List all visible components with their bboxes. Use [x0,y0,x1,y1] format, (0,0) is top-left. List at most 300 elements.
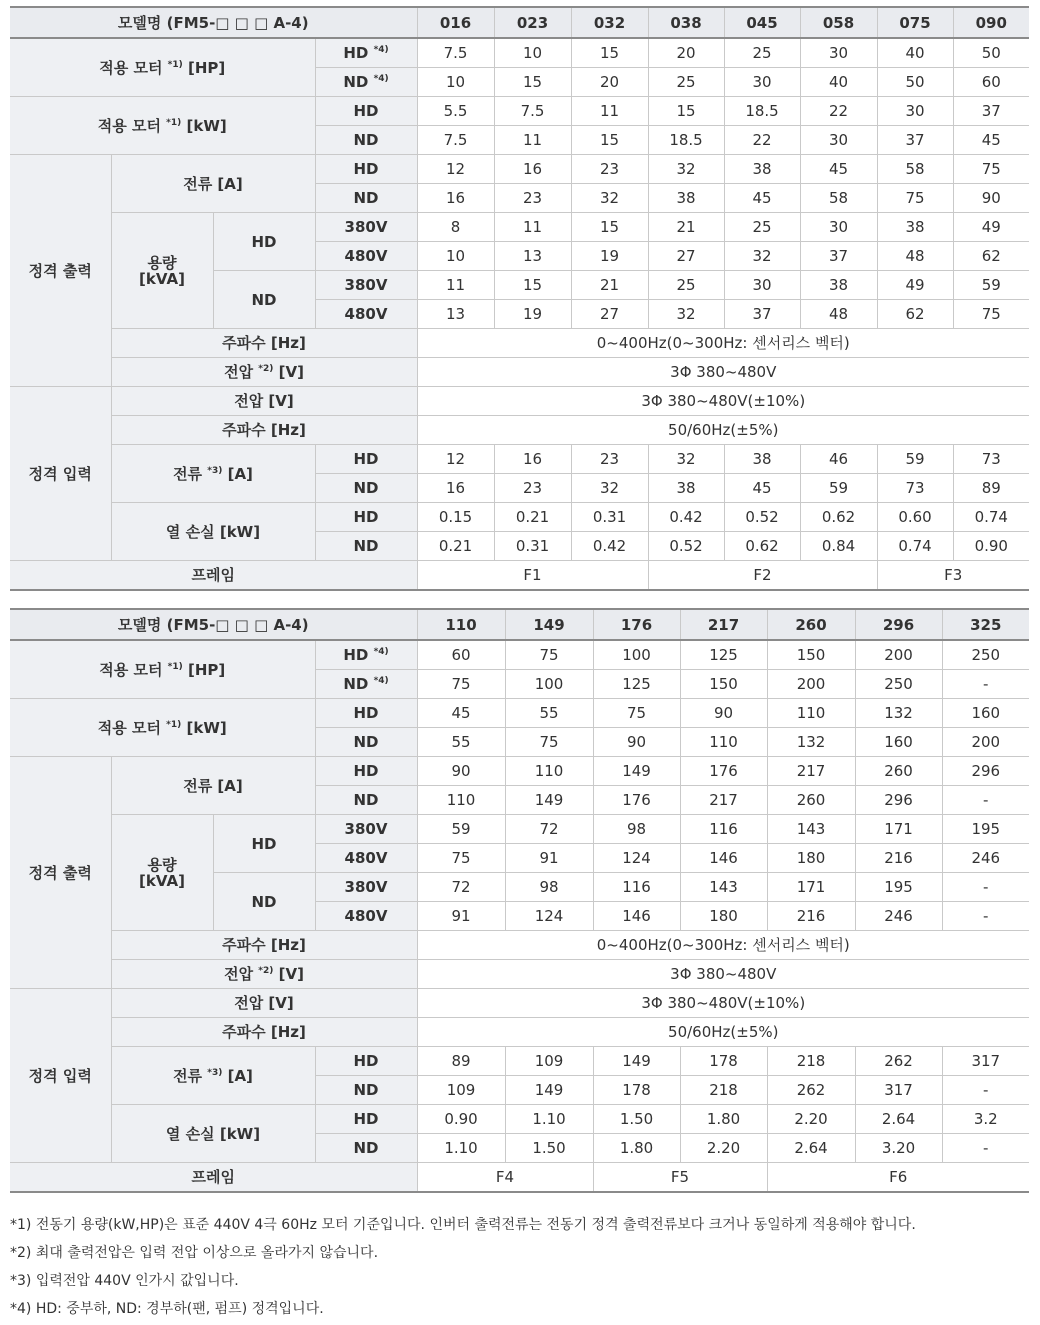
model-col: 023 [494,7,571,38]
heat-loss-label: 열 손실 [kW] [111,1105,315,1163]
cell: 72 [505,815,593,844]
cell: 125 [593,670,680,699]
nd-label: ND [315,184,417,213]
nd-label: ND [315,474,417,503]
cell: 171 [767,873,855,902]
hd-label: HD [315,503,417,532]
cell: 10 [417,242,494,271]
cell: 109 [505,1047,593,1076]
cell: 146 [593,902,680,931]
model-col: 090 [953,7,1029,38]
table-row [10,416,1029,445]
nd-label: ND $^{*4)}$ [315,670,417,699]
cell: 149 [593,1047,680,1076]
model-col: 176 [593,609,680,640]
cell: 180 [767,844,855,873]
cell: 25 [724,213,800,242]
cell: 75 [505,640,593,670]
cell: 317 [855,1076,942,1105]
cell: 37 [953,97,1029,126]
cell: 15 [571,38,648,68]
cell: 200 [855,640,942,670]
cell: 45 [417,699,505,728]
out-frequency-value: 0~400Hz(0~300Hz: 센서리스 벡터) [417,931,1029,960]
cell: 89 [953,474,1029,503]
nd-label: ND [213,271,315,329]
cell: 10 [417,68,494,97]
cell: 296 [942,757,1029,786]
hd-label: HD [213,213,315,271]
cell: 0.42 [571,532,648,561]
cell: 0.74 [953,503,1029,532]
cell: 49 [877,271,953,300]
in-frequency-value: 50/60Hz(±5%) [417,1018,1029,1047]
cell: 178 [593,1076,680,1105]
cell: 98 [593,815,680,844]
cell: 59 [877,445,953,474]
hd-label: HD [315,1105,417,1134]
table-row [10,1018,1029,1047]
motor-hp-label: 적용 모터 $^{*1)}$ [HP] [10,640,315,699]
table-row [10,561,1029,591]
cell: 143 [767,815,855,844]
model-name-header: 모델명 (FM5-□ □ □ A-4) [10,609,417,640]
v480-label: 480V [315,242,417,271]
cell: 0.62 [800,503,877,532]
cell: 15 [571,126,648,155]
table-row [10,960,1029,989]
cell: 1.50 [505,1134,593,1163]
table-row [10,329,1029,358]
nd-label: ND [315,1134,417,1163]
cell: 16 [417,474,494,503]
cell: 49 [953,213,1029,242]
cell: 40 [800,68,877,97]
table-row [10,97,1029,126]
table-row [10,1105,1029,1134]
v480-label: 480V [315,300,417,329]
cell: 262 [855,1047,942,1076]
cell: - [942,670,1029,699]
frequency-label: 주파수 [Hz] [111,931,417,960]
cell: 100 [505,670,593,699]
cell: 75 [877,184,953,213]
cell: 218 [767,1047,855,1076]
cell: 0.52 [724,503,800,532]
cell: 0.84 [800,532,877,561]
model-col: 058 [800,7,877,38]
cell: 260 [767,786,855,815]
in-frequency-label: 주파수 [Hz] [111,1018,417,1047]
in-current-label: 전류 $^{*3)}$ [A] [111,1047,315,1105]
cell: 90 [593,728,680,757]
cell: 218 [680,1076,767,1105]
cell: 32 [571,184,648,213]
capacity-label: 용량 [kVA] [111,815,213,931]
cell: 75 [417,670,505,699]
v480-label: 480V [315,844,417,873]
cell: 38 [877,213,953,242]
cell: 11 [417,271,494,300]
cell: 37 [724,300,800,329]
motor-kw-label: 적용 모터 $^{*1)}$ [kW] [10,97,315,155]
cell: 0.31 [494,532,571,561]
table-row [10,757,1029,786]
rated-input-label: 정격 입력 [10,989,111,1163]
cell: 90 [680,699,767,728]
cell: 62 [953,242,1029,271]
cell: 37 [877,126,953,155]
cell: 116 [680,815,767,844]
cell: 30 [724,68,800,97]
nd-label: ND [315,1076,417,1105]
nd-label: ND $^{*4)}$ [315,68,417,97]
footnote: *2) 최대 출력전압은 입력 전압 이상으로 올라가지 않습니다. [10,1245,379,1261]
out-voltage-value: 3Φ 380~480V [417,960,1029,989]
cell: - [942,902,1029,931]
cell: 7.5 [417,38,494,68]
cell: 59 [953,271,1029,300]
cell: 149 [593,757,680,786]
hd-label: HD [315,445,417,474]
cell: 0.90 [417,1105,505,1134]
model-col: 260 [767,609,855,640]
cell: 250 [942,640,1029,670]
voltage-label: 전압 $^{*2)}$ [V] [111,358,417,387]
cell: 22 [800,97,877,126]
cell: 132 [855,699,942,728]
cell: 180 [680,902,767,931]
hd-label: HD $^{*4)}$ [315,38,417,68]
cell: 58 [877,155,953,184]
hd-label: HD [213,815,315,873]
cell: 19 [494,300,571,329]
cell: 45 [800,155,877,184]
cell: 195 [942,815,1029,844]
hd-label: HD $^{*4)}$ [315,640,417,670]
in-voltage-value: 3Φ 380~480V(±10%) [417,387,1029,416]
cell: 1.10 [417,1134,505,1163]
footnote: *4) HD: 중부하, ND: 경부하(팬, 펌프) 정격입니다. [10,1301,324,1317]
cell: 90 [953,184,1029,213]
model-col: 110 [417,609,505,640]
cell: 32 [571,474,648,503]
model-col: 296 [855,609,942,640]
table-row [10,358,1029,387]
cell: 217 [767,757,855,786]
cell: 250 [855,670,942,699]
cell: 55 [505,699,593,728]
cell: 73 [877,474,953,503]
table-header-row [10,7,1029,38]
hd-label: HD [315,757,417,786]
v380-label: 380V [315,271,417,300]
model-col: 075 [877,7,953,38]
cell: 132 [767,728,855,757]
table-row [10,387,1029,416]
cell: 16 [494,445,571,474]
table-row [10,931,1029,960]
cell: 38 [800,271,877,300]
cell: 100 [593,640,680,670]
cell: 0.62 [724,532,800,561]
cell: 260 [855,757,942,786]
cell: 12 [417,155,494,184]
cell: 25 [648,68,724,97]
table-row [10,815,1029,844]
cell: 58 [800,184,877,213]
spec-table-1 [10,6,1029,591]
table-row [10,640,1029,670]
cell: 110 [417,786,505,815]
cell: 45 [724,184,800,213]
frame-label: 프레임 [10,1163,417,1193]
table-row [10,213,1029,242]
cell: 18.5 [648,126,724,155]
cell: 40 [877,38,953,68]
footnote: *1) 전동기 용량(kW,HP)은 표준 440V 4극 60Hz 모터 기준입니다. 인버터 출력전류는 전동기 정격 출력전류보다 크거나 동일하게 적용해야 합니다. [10,1217,916,1233]
cell: 0.90 [953,532,1029,561]
cell: 8 [417,213,494,242]
cell: 143 [680,873,767,902]
cell: 59 [417,815,505,844]
cell: 0.60 [877,503,953,532]
v380-label: 380V [315,873,417,902]
cell: 15 [571,213,648,242]
nd-label: ND [315,126,417,155]
hd-label: HD [315,97,417,126]
cell: 176 [680,757,767,786]
cell: 0.21 [417,532,494,561]
spec-table-2 [10,608,1029,1193]
cell: 30 [800,126,877,155]
in-frequency-label: 주파수 [Hz] [111,416,417,445]
cell: 32 [724,242,800,271]
frame-value: F4 [417,1163,593,1193]
cell: 15 [494,271,571,300]
frequency-label: 주파수 [Hz] [111,329,417,358]
cell: 317 [942,1047,1029,1076]
cell: 200 [767,670,855,699]
cell: 11 [494,213,571,242]
cell: 110 [767,699,855,728]
cell: 48 [877,242,953,271]
table-row [10,38,1029,68]
cell: 2.64 [767,1134,855,1163]
cell: 60 [953,68,1029,97]
cell: 22 [724,126,800,155]
cell: 60 [417,640,505,670]
cell: 72 [417,873,505,902]
cell: 7.5 [417,126,494,155]
frame-value: F6 [767,1163,1029,1193]
in-voltage-label: 전압 [V] [111,387,417,416]
hd-label: HD [315,155,417,184]
cell: 178 [680,1047,767,1076]
cell: 45 [724,474,800,503]
cell: 150 [767,640,855,670]
current-label: 전류 [A] [111,757,315,815]
table-row [10,155,1029,184]
cell: 3.20 [855,1134,942,1163]
cell: 90 [417,757,505,786]
v480-label: 480V [315,902,417,931]
cell: 59 [800,474,877,503]
cell: 50 [877,68,953,97]
in-voltage-label: 전압 [V] [111,989,417,1018]
table-row [10,699,1029,728]
table-header-row [10,609,1029,640]
out-frequency-value: 0~400Hz(0~300Hz: 센서리스 벡터) [417,329,1029,358]
cell: 27 [648,242,724,271]
rated-input-label: 정격 입력 [10,387,111,561]
cell: 176 [593,786,680,815]
table-row [10,1163,1029,1193]
frame-label: 프레임 [10,561,417,591]
frame-value: F5 [593,1163,767,1193]
model-col: 325 [942,609,1029,640]
cell: 217 [680,786,767,815]
cell: 75 [593,699,680,728]
rated-output-label: 정격 출력 [10,757,111,989]
cell: 1.80 [680,1105,767,1134]
cell: 0.15 [417,503,494,532]
table-row [10,989,1029,1018]
cell: 262 [767,1076,855,1105]
model-name-header: 모델명 (FM5-□ □ □ A-4) [10,7,417,38]
cell: 75 [417,844,505,873]
cell: 5.5 [417,97,494,126]
cell: 2.20 [767,1105,855,1134]
model-col: 038 [648,7,724,38]
cell: 0.31 [571,503,648,532]
cell: 10 [494,38,571,68]
cell: 32 [648,300,724,329]
cell: 3.2 [942,1105,1029,1134]
cell: 160 [942,699,1029,728]
cell: 16 [417,184,494,213]
frame-value: F3 [877,561,1029,591]
cell: 125 [680,640,767,670]
cell: 73 [953,445,1029,474]
cell: 98 [505,873,593,902]
cell: 38 [648,474,724,503]
cell: 296 [855,786,942,815]
rated-output-label: 정격 출력 [10,155,111,387]
table-row [10,503,1029,532]
nd-label: ND [315,728,417,757]
cell: 16 [494,155,571,184]
capacity-label: 용량 [kVA] [111,213,213,329]
cell: 46 [800,445,877,474]
heat-loss-label: 열 손실 [kW] [111,503,315,561]
cell: 75 [505,728,593,757]
cell: 116 [593,873,680,902]
cell: 23 [494,474,571,503]
cell: 62 [877,300,953,329]
cell: 25 [724,38,800,68]
cell: 2.20 [680,1134,767,1163]
table-row [10,445,1029,474]
frame-value: F1 [417,561,648,591]
model-col: 016 [417,7,494,38]
model-col: 032 [571,7,648,38]
cell: 171 [855,815,942,844]
cell: 55 [417,728,505,757]
cell: 11 [571,97,648,126]
cell: 124 [593,844,680,873]
cell: 1.50 [593,1105,680,1134]
cell: 0.21 [494,503,571,532]
cell: 13 [417,300,494,329]
cell: 246 [855,902,942,931]
model-col: 045 [724,7,800,38]
nd-label: ND [315,532,417,561]
cell: 25 [648,271,724,300]
cell: 110 [680,728,767,757]
v380-label: 380V [315,815,417,844]
cell: 91 [417,902,505,931]
cell: - [942,1134,1029,1163]
cell: 11 [494,126,571,155]
cell: 109 [417,1076,505,1105]
cell: 20 [571,68,648,97]
cell: 216 [855,844,942,873]
out-voltage-value: 3Φ 380~480V [417,358,1029,387]
cell: 23 [571,155,648,184]
cell: 30 [724,271,800,300]
cell: 32 [648,445,724,474]
cell: 23 [494,184,571,213]
cell: 7.5 [494,97,571,126]
cell: 75 [953,300,1029,329]
motor-hp-label: 적용 모터 $^{*1)}$ [HP] [10,38,315,97]
cell: 15 [494,68,571,97]
cell: 21 [571,271,648,300]
current-label: 전류 [A] [111,155,315,213]
footnote: *3) 입력전압 440V 인가시 값입니다. [10,1273,239,1289]
cell: 110 [505,757,593,786]
nd-label: ND [315,786,417,815]
cell: 30 [877,97,953,126]
cell: 30 [800,38,877,68]
cell: 160 [855,728,942,757]
cell: 32 [648,155,724,184]
cell: 91 [505,844,593,873]
cell: 2.64 [855,1105,942,1134]
cell: 15 [648,97,724,126]
cell: - [942,873,1029,902]
footnotes [10,1211,1029,1323]
cell: 13 [494,242,571,271]
cell: 200 [942,728,1029,757]
in-voltage-value: 3Φ 380~480V(±10%) [417,989,1029,1018]
cell: 21 [648,213,724,242]
cell: 20 [648,38,724,68]
cell: 45 [953,126,1029,155]
cell: 149 [505,1076,593,1105]
cell: 30 [800,213,877,242]
cell: 124 [505,902,593,931]
v380-label: 380V [315,213,417,242]
nd-label: ND [213,873,315,931]
cell: 0.42 [648,503,724,532]
cell: 246 [942,844,1029,873]
cell: 0.52 [648,532,724,561]
hd-label: HD [315,699,417,728]
cell: 23 [571,445,648,474]
cell: 50 [953,38,1029,68]
